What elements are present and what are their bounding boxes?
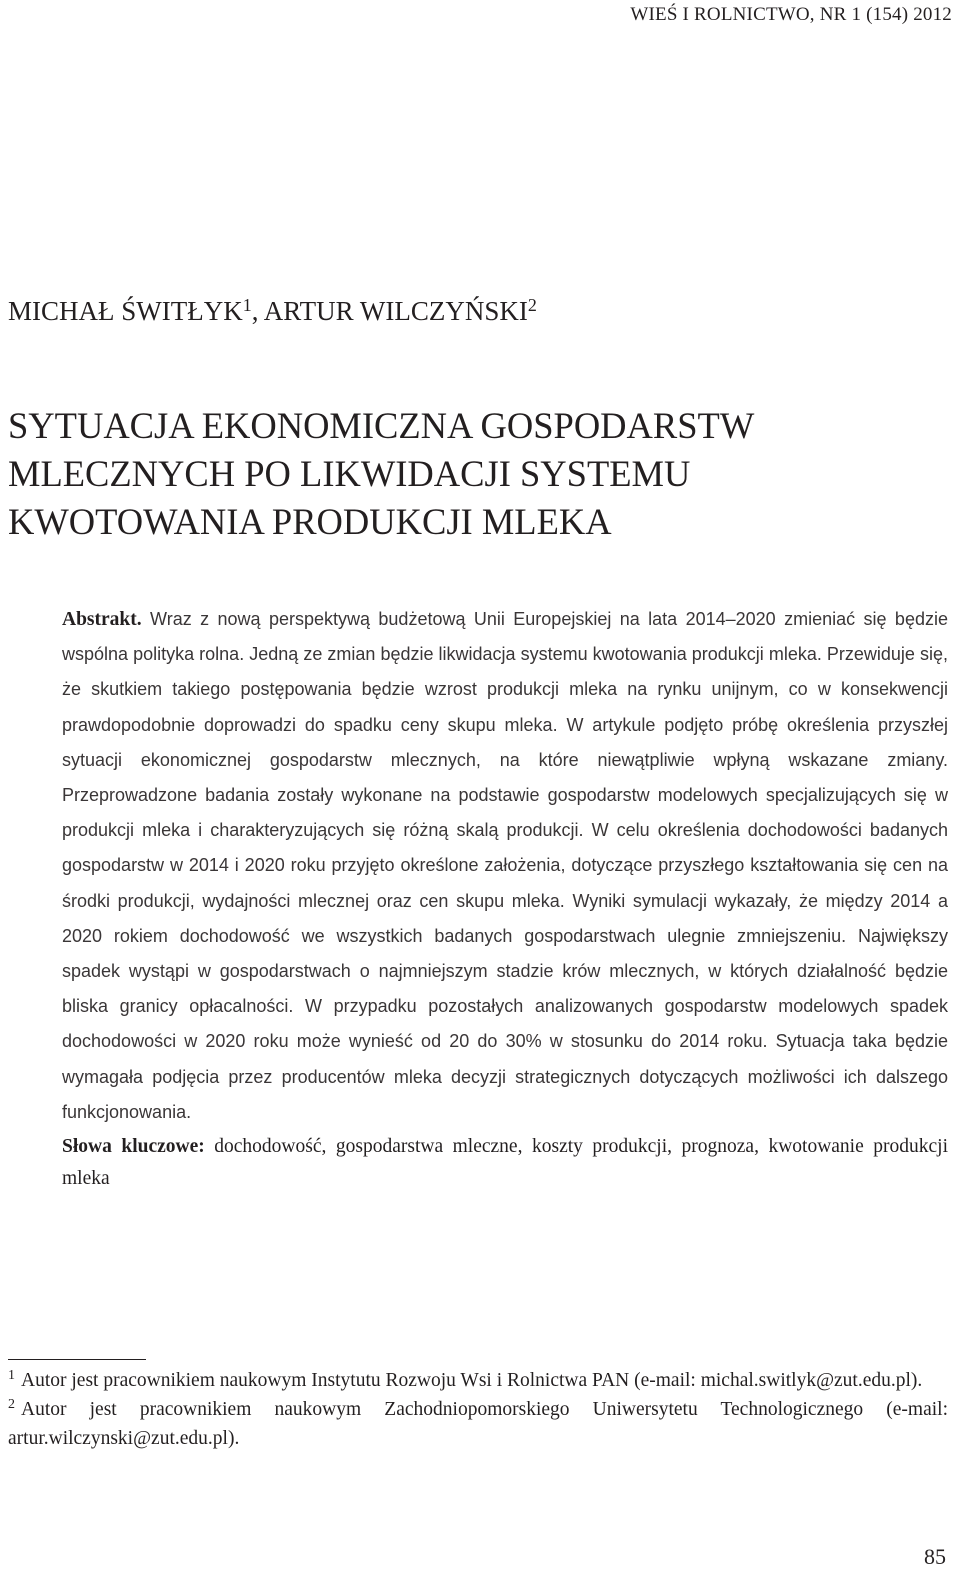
keywords-text: dochodowość, gospodarstwa mleczne, koszty produkcji, prognoza, kwotowanie produkcji mleka [62, 1136, 949, 1189]
abstract-label: Abstrakt. [62, 609, 142, 630]
footnote-mark: 2 [8, 1397, 15, 1412]
abstract-text: Wraz z nową perspektywą budżetową Unii Europejskiej na lata 2014–2020 zmieniać się będzie wspólna polityka rolna. Jedną ze zmian będzie likwidacja systemu kwotowania produkcji mleka. Przewiduje się, że skutkiem takiego postępowania będzie wzrost produkcji mleka na rynku unijnym, co w konsekwencji prawdopodobnie doprowadzi do spadku ceny skupu mleka. W artykule podjęto próbę określenia przyszłej sytuacji ekonomicznej gospodarstw mlecznych, na które niewątpliwie wpłyną wskazane zmiany. Przeprowadzone badania zostały wykonane na podstawie gospodarstw modelowych specjalizujących się w produkcji mleka i charakteryzujących się różną skalą produkcji. W celu określenia dochodowości badanych gospodarstw w 2014 i 2020 roku przyjęto określone założenia, dotyczące przyszłego kształtowania się cen na środki produkcji, wydajności mlecznej oraz cen skupu mleka. Wyniki symulacji wykazały, że między 2014 a 2020 rokiem dochodowość we wszystkich badanych gospodarstwach ulegnie zmniejszeniu. Największy spadek wystąpi w gospodarstwach o najmniejszym stadzie krów mlecznych, w których działalność będzie bliska granicy opłacalności. W przypadku pozostałych analizowanych gospodarstw modelowych spadek dochodowości w 2020 roku może wynieść od 20 do 30% w stosunku do 2014 roku. Sytuacja taka będzie wymagała podjęcia przez producentów mleka decyzji strategicznych dotyczących możliwości ich dalszego funkcjonowania. [62, 609, 948, 1122]
author-2-footnote-ref[interactable]: 2 [527, 295, 537, 315]
abstract [62, 602, 948, 1130]
footnote-divider [8, 1359, 146, 1360]
footnote [8, 1395, 948, 1453]
keywords-label: Słowa kluczowe: [62, 1136, 205, 1157]
author-2-name: ARTUR WILCZYŃSKI [263, 296, 528, 326]
footnote-mark: 1 [8, 1368, 15, 1383]
title-line: SYTUACJA EKONOMICZNA GOSPODARSTW [8, 405, 755, 446]
title-line: KWOTOWANIA PRODUKCJI MLEKA [8, 501, 612, 542]
footnote-text: Autor jest pracownikiem naukowym Instytutu Rozwoju Wsi i Rolnictwa PAN (e-mail: michal.switlyk@zut.edu.pl). [21, 1370, 923, 1391]
article-title [8, 402, 938, 546]
title-line: MLECZNYCH PO LIKWIDACJI SYSTEMU [8, 453, 691, 494]
running-header: WIEŚ I ROLNICTWO, NR 1 (154) 2012 [630, 4, 952, 25]
footnotes [8, 1366, 948, 1453]
keywords [62, 1131, 948, 1195]
authors-line [8, 296, 537, 327]
footnote-text: Autor jest pracownikiem naukowym Zachodniopomorskiego Uniwersytetu Technologicznego (e-mail: artur.wilczynski@zut.edu.pl). [8, 1399, 948, 1449]
footnote [8, 1366, 948, 1395]
author-1-name: MICHAŁ ŚWITŁYK [8, 296, 243, 326]
authors-separator: , [251, 296, 264, 326]
page-number: 85 [924, 1544, 946, 1569]
author-1-footnote-ref[interactable]: 1 [242, 295, 252, 315]
